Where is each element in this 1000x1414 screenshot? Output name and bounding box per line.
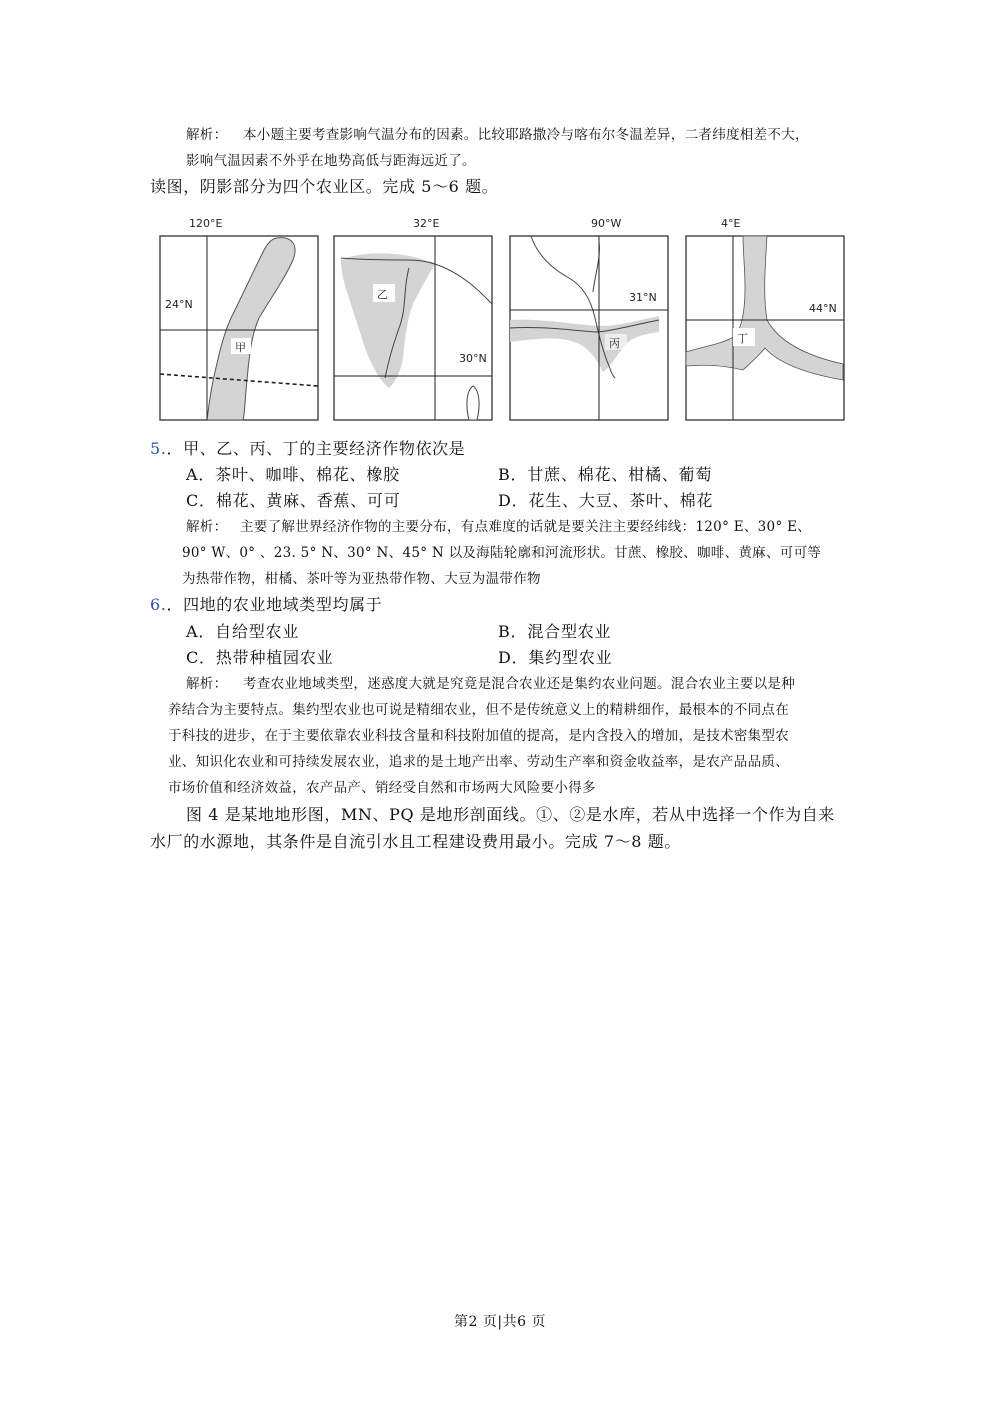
option-c: C．棉花、黄麻、香蕉、可可 [186,491,401,510]
analysis-text-line: 本小题主要考查影响气温分布的因素。比较耶路撒冷与喀布尔冬温差异，二者纬度相差不大， [243,127,809,143]
map4-lon-label: 4°E [721,217,741,230]
option-d: D．花生、大豆、茶叶、棉花 [498,491,714,510]
option-b: B．混合型农业 [498,622,612,641]
question-stem: ．四地的农业地域类型均属于 [166,595,383,614]
agriculture-maps [159,208,849,423]
intro-7-8-line: 图 4 是某地地形图，MN、PQ 是地形剖面线。①、②是水库，若从中选择一个作为自来 [186,805,835,824]
analysis-label: 解析： [186,676,228,692]
map4-region-label: 丁 [737,332,748,345]
map-4 [686,217,844,420]
intro-5-6: 读图，阴影部分为四个农业区。完成 5～6 题。 [150,177,499,196]
map3-lat-label: 31°N [629,291,657,304]
analysis-label: 解析： [186,519,228,535]
map3-region-label: 丙 [609,337,620,350]
analysis-text-line: 考查农业地域类型，迷惑度大就是究竟是混合农业还是集约农业问题。混合农业主要以是种 [243,676,795,692]
question-number: 6. [150,595,167,614]
map1-region-label: 甲 [235,341,246,354]
analysis-text-line: 业、知识化农业和可持续发展农业，追求的是土地产出率、劳动生产率和资金收益率，是农产品品质、 [168,754,789,770]
analysis-label: 解析： [186,127,228,143]
option-d: D．集约型农业 [498,648,613,667]
map2-region-label: 乙 [377,288,388,301]
analysis-text-line: 为热带作物，柑橘、茶叶等为亚热带作物、大豆为温带作物 [182,571,541,587]
map2-lon-label: 32°E [413,217,440,230]
map3-lon-label: 90°W [591,217,622,230]
option-a: A．自给型农业 [186,622,300,641]
analysis-text-line: 主要了解世界经济作物的主要分布，有点难度的话就是要关注主要经纬线：120° E、30° E、 [240,519,812,535]
map4-lat-label: 44°N [809,302,837,315]
map-2 [334,217,492,420]
option-c: C．热带种植园农业 [186,648,334,667]
map-3 [510,217,668,420]
option-b: B．甘蔗、棉花、柑橘、葡萄 [498,465,713,484]
analysis-text-line: 养结合为主要特点。集约型农业也可说是精细农业，但不是传统意义上的精耕细作，最根本的不同点在 [168,702,789,718]
analysis-text-line: 市场价值和经济效益，农产品产、销经受自然和市场两大风险要小得多 [168,780,596,796]
option-a: A．茶叶、咖啡、棉花、橡胶 [186,465,400,484]
analysis-text-line: 90° W、0° 、23. 5° N、30° N、45° N 以及海陆轮廓和河流形状。甘蔗、橡胶、咖啡、黄麻、可可等 [182,545,822,561]
map-1 [160,217,318,420]
intro-7-8-line: 水厂的水源地，其条件是自流引水且工程建设费用最小。完成 7～8 题。 [150,832,681,851]
map1-lon-label: 120°E [189,217,223,230]
question-6 [150,592,382,618]
map1-lat-label: 24°N [165,298,193,311]
analysis-text-line: 影响气温因素不外乎在地势高低与距海远近了。 [186,153,476,169]
analysis-text-line: 于科技的进步，在于主要依靠农业科技含量和科技附加值的提高，是内含投入的增加，是技术密集型农 [168,728,789,744]
question-stem: ．甲、乙、丙、丁的主要经济作物依次是 [166,439,466,458]
question-5 [150,436,465,462]
map2-lat-label: 30°N [459,352,487,365]
question-number: 5. [150,439,167,458]
page-footer: 第2 页|共6 页 [454,1314,546,1330]
